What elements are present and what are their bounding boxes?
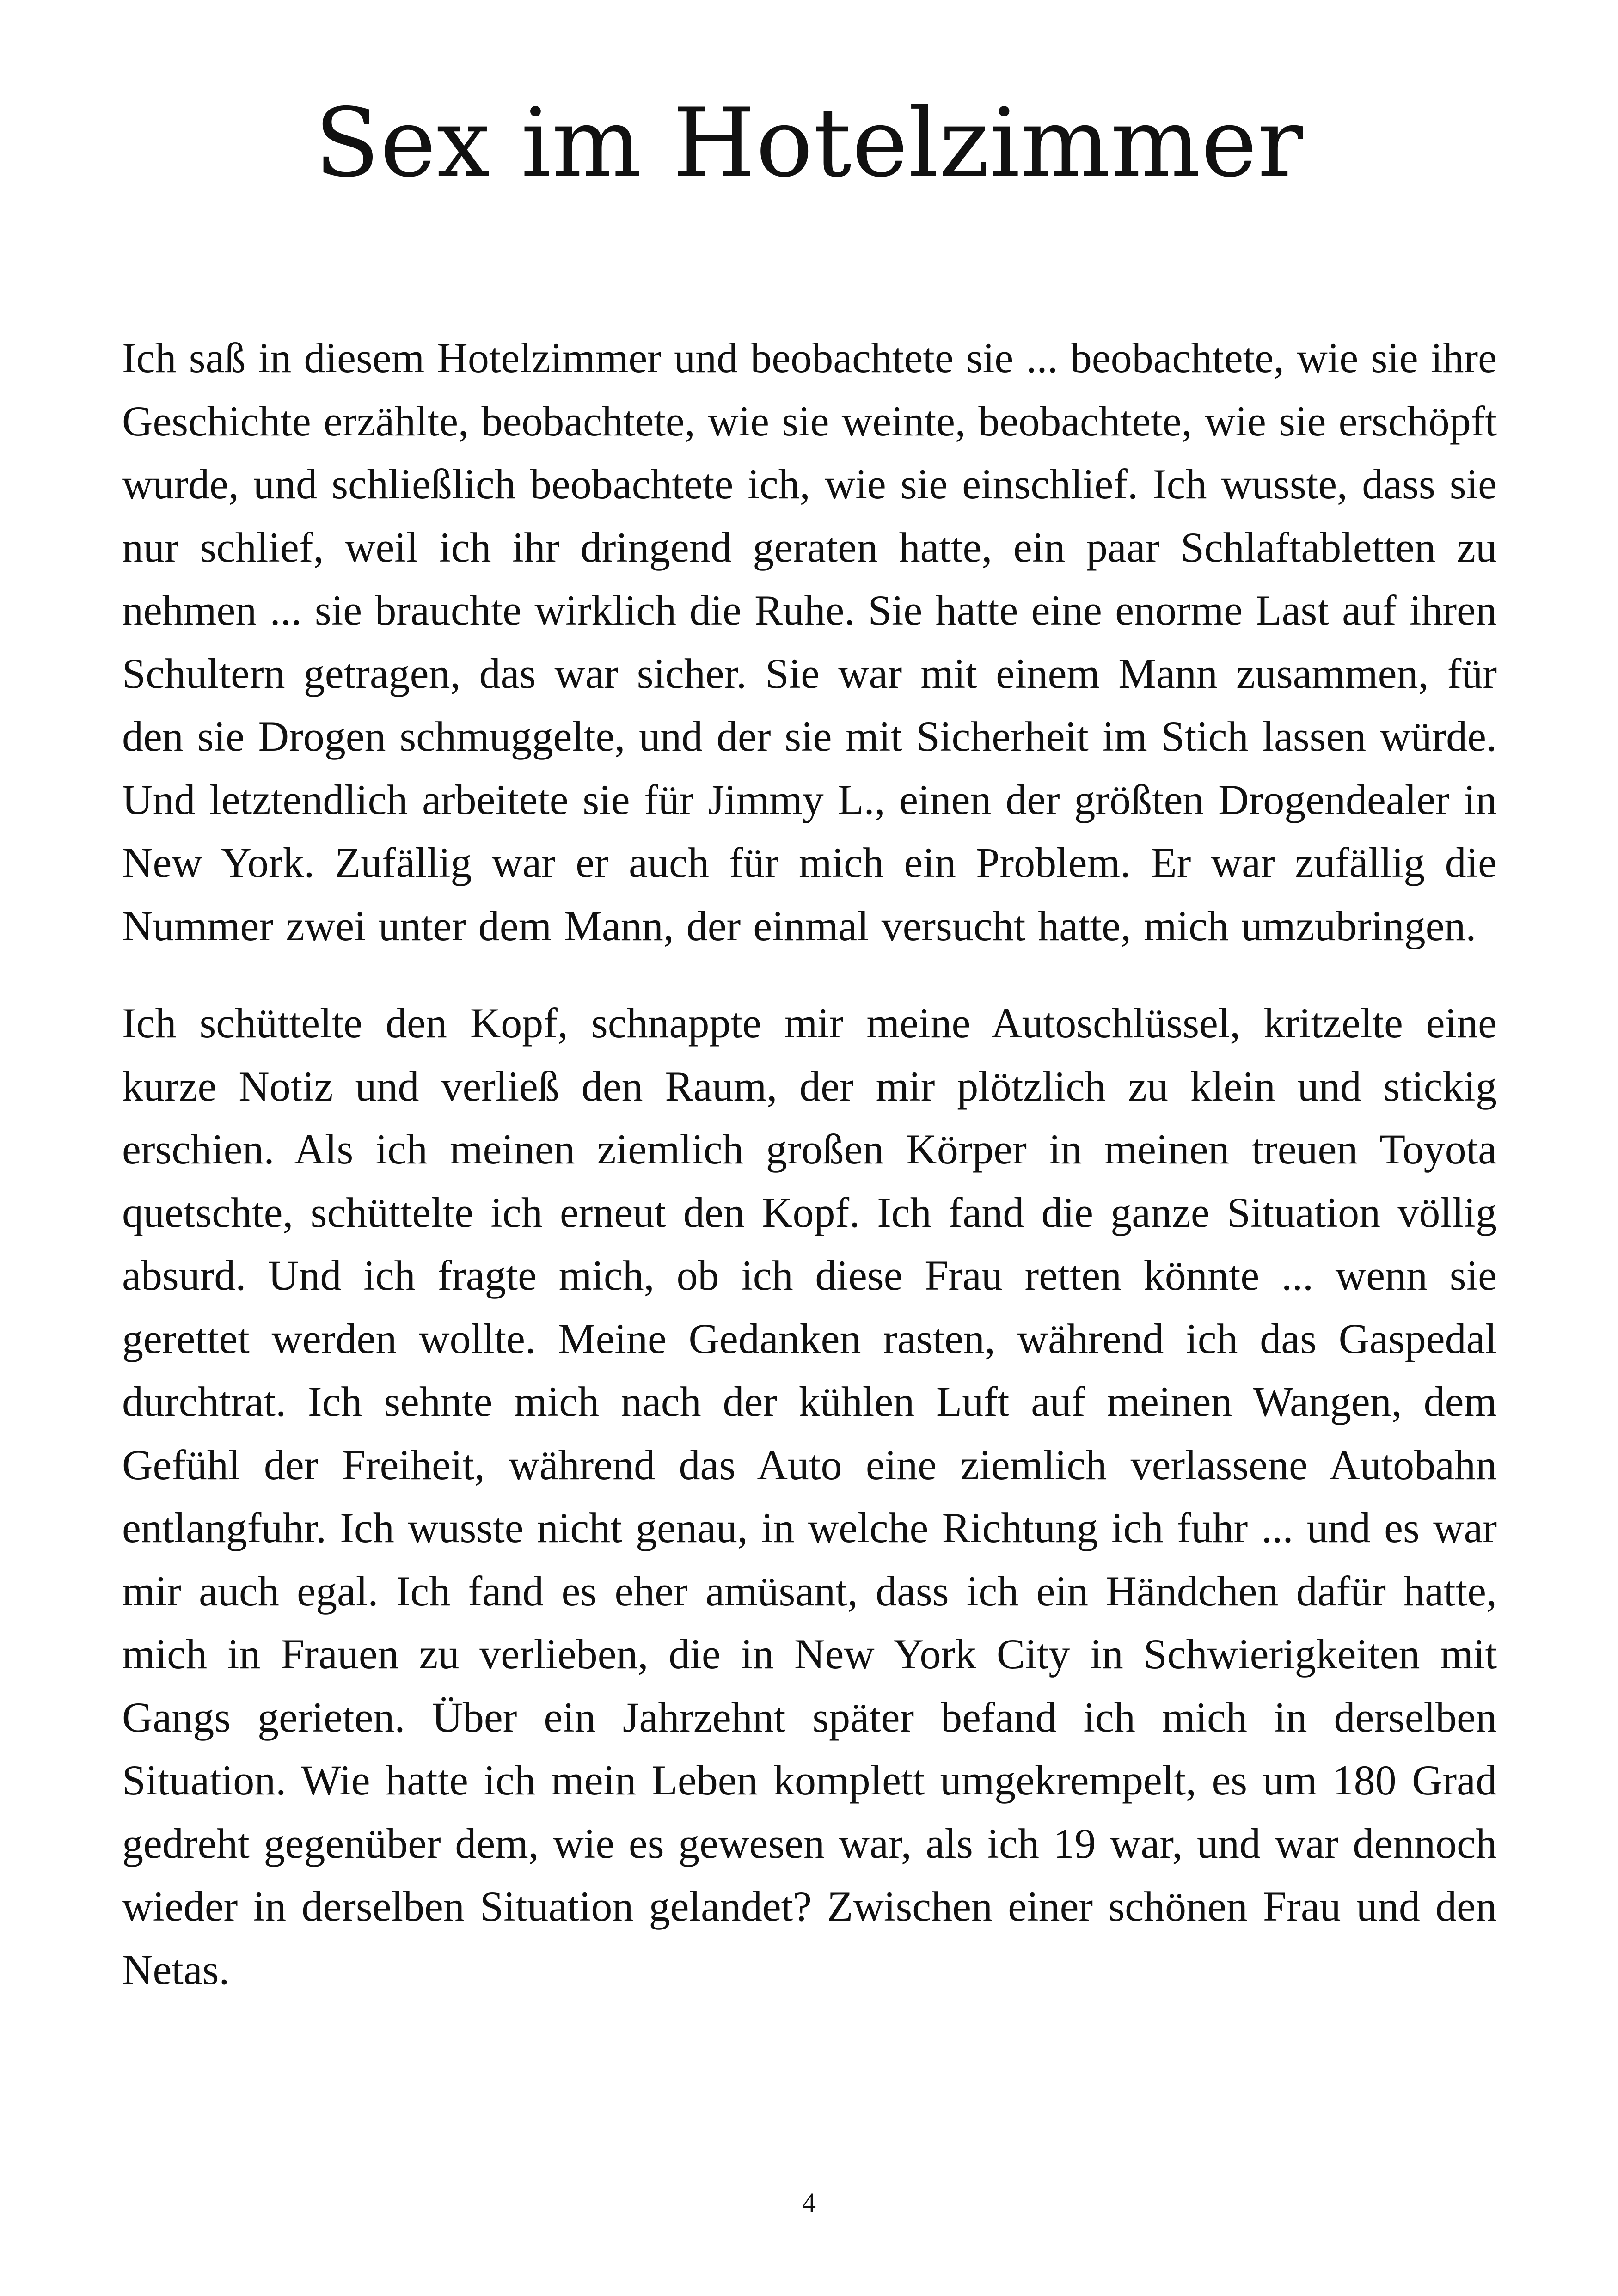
paragraph-1: Ich saß in diesem Hotelzimmer und beobachtete sie ... beobachtete, wie sie ihre Geschichte erzählte, beobachtete, wie sie weinte, beobachtete, wie sie erschöpft wurde, und schließlich beobachtete ich, wie sie einschlief. Ich wusste, dass sie nur schlief, weil ich ihr dringend geraten hatte, ein paar Schlaftabletten zu nehmen ... sie brauchte wirklich die Ruhe. Sie hatte eine enorme Last auf ihren Schultern getragen, das war sicher. Sie war mit einem Mann zusammen, für den sie Drogen schmuggelte, und der sie mit Sicherheit im Stich lassen würde. Und letztendlich arbeitete sie für Jimmy L., einen der größten Drogendealer in New York. Zufällig war er auch für mich ein Problem. Er war zufällig die Nummer zwei unter dem Mann, der einmal versucht hatte, mich umzubringen. (122, 334, 1497, 949)
page-title: Sex im Hotelzimmer (314, 88, 1304, 198)
page-number: 4 (802, 2187, 816, 2218)
paragraph-2: Ich schüttelte den Kopf, schnappte mir meine Autoschlüssel, kritzelte eine kurze Notiz und verließ den Raum, der mir plötzlich zu klein und stickig erschien. Als ich meinen ziemlich großen Körper in meinen treuen Toyota quetschte, schüttelte ich erneut den Kopf. Ich fand die ganze Situation völlig absurd. Und ich fragte mich, ob ich diese Frau retten könnte ... wenn sie gerettet werden wollte. Meine Gedanken rasten, während ich das Gaspedal durchtrat. Ich sehnte mich nach der kühlen Luft auf meinen Wangen, dem Gefühl der Freiheit, während das Auto eine ziemlich verlassene Autobahn entlangfuhr. Ich wusste nicht genau, in welche Richtung ich fuhr ... und es war mir auch egal. Ich fand es eher amüsant, dass ich ein Händchen dafür hatte, mich in Frauen zu verlieben, die in New York City in Schwierigkeiten mit Gangs gerieten. Über ein Jahrzehnt später befand ich mich in derselben Situation. Wie hatte ich mein Leben komplett umgekrempelt, es um 180 Grad gedreht gegenüber dem, wie es gewesen war, als ich 19 war, und war dennoch wieder in derselben Situation gelandet? Zwischen einer schönen Frau und den Netas. (122, 999, 1497, 1993)
body-text (122, 326, 1497, 2035)
